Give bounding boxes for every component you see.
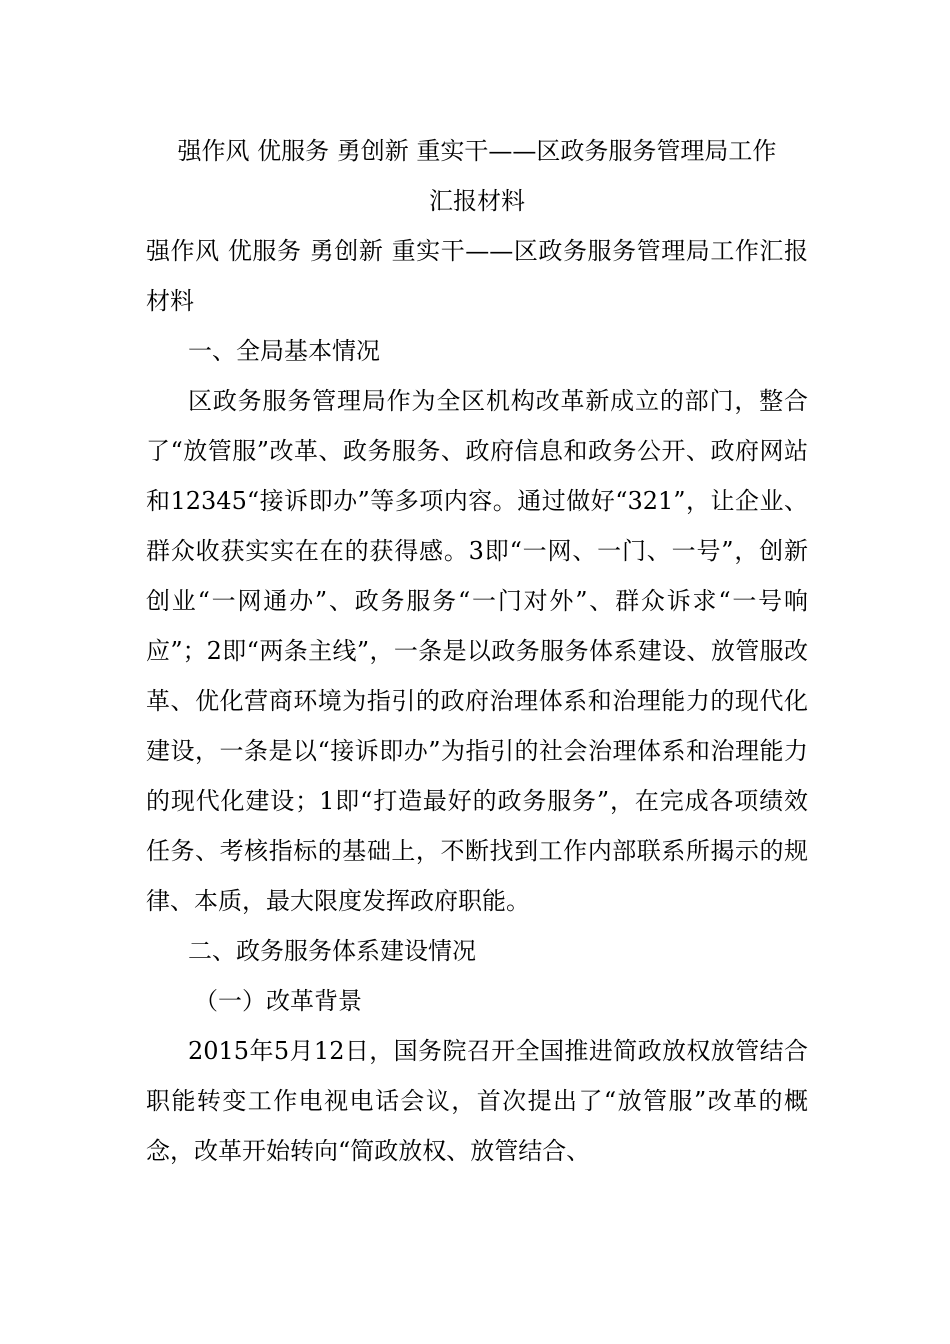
section-2-subheading: （一）改革背景: [194, 987, 362, 1015]
section-1-paragraph: 区政务服务管理局作为全区机构改革新成立的部门，整合了“放管服”改革、政务服务、政府信息和政务公开、政府网站和12345“接诉即办”等多项内容。通过做好“321”，让企业、群众收获实实在在的获得感。3即“一网、一门、一号”，创新创业“一网通办”、政务服务“一门对外”、群众诉求“一号响应”；2即“两条主线”，一条是以政务服务体系建设、放管服改革、优化营商环境为指引的政府治理体系和治理能力的现代化建设，一条是以“接诉即办”为指引的社会治理体系和治理能力的现代化建设；1即“打造最好的政务服务”，在完成各项绩效任务、考核指标的基础上，不断找到工作内部联系所揭示的规律、本质，最大限度发挥政府职能。: [146, 387, 808, 915]
document-page: [146, 126, 808, 1176]
section-2-heading: 二、政务服务体系建设情况: [188, 937, 476, 965]
document-title-line-2: 汇报材料: [429, 187, 525, 215]
section-2-paragraph: 2015年5月12日，国务院召开全国推进简政放权放管结合职能转变工作电视电话会议，首次提出了“放管服”改革的概念，改革开始转向“简政放权、放管结合、: [146, 1037, 808, 1165]
document-title-line-1: 强作风 优服务 勇创新 重实干——区政务服务管理局工作: [177, 137, 777, 165]
section-1-heading: 一、全局基本情况: [188, 337, 380, 365]
document-subtitle: 强作风 优服务 勇创新 重实干——区政务服务管理局工作汇报材料: [146, 237, 808, 315]
